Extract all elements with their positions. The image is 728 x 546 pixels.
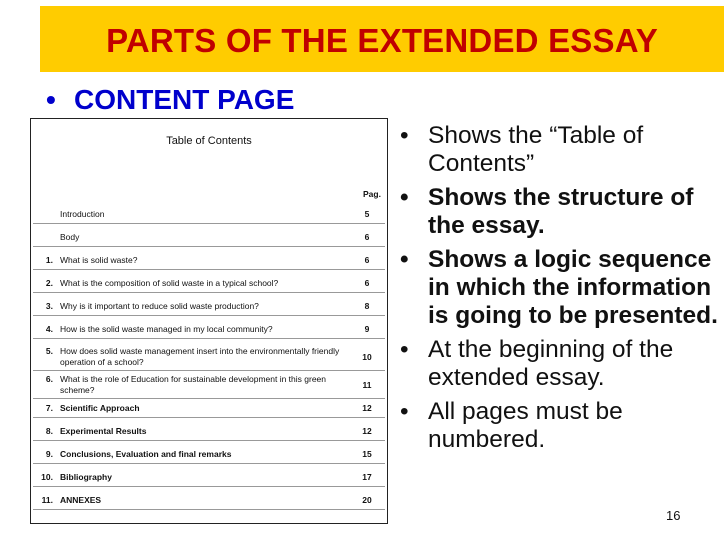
toc-row-number: 4. [45,324,53,334]
toc-row-page: 9 [364,324,370,334]
toc-row-page: 11 [362,380,372,390]
bullet-text: Shows a logic sequence in which the information is going to be presented. [428,246,718,329]
toc-row-text: What is the composition of solid waste in a typical school? [60,278,279,288]
toc-divider [33,509,385,510]
bullet-text: Shows the “Table of Contents” [428,122,644,177]
toc-row-page: 8 [364,301,370,311]
toc-row-text: Body [60,232,80,242]
toc-row-number: 5. [45,346,53,356]
toc-row-page: 6 [364,255,370,265]
bullet-item [398,184,724,240]
subtitle [46,82,294,118]
toc-row-number: 3. [45,301,53,311]
toc-row-page: 20 [362,495,372,505]
slide-page-number: 16 [666,508,681,523]
slide-title: PARTS OF THE EXTENDED ESSAY [106,22,658,59]
toc-row-text: Scientific Approach [60,403,140,413]
toc-row-page: 6 [364,278,370,288]
toc-divider [33,315,385,316]
toc-row-text: Conclusions, Evaluation and final remarks [60,449,232,459]
bullet-text: All pages must be numbered. [428,398,623,453]
toc-divider [33,246,385,247]
bullet-marker: • [400,398,409,425]
toc-divider [33,292,385,293]
bullet-item [398,398,724,454]
bullet-item [398,246,724,330]
toc-row-page: 17 [362,472,372,482]
toc-row-text: How does solid waste management insert into the environmentally friendly operation of a school? [60,346,340,367]
bullet-marker: • [400,122,409,149]
toc-row-page: 5 [364,209,370,219]
toc-row-text: ANNEXES [60,495,102,505]
toc-divider [33,370,385,371]
toc-row-number: 1. [45,255,53,265]
toc-row-text: Experimental Results [60,426,147,436]
toc-row-number: 2. [45,278,53,288]
toc-divider [33,463,385,464]
toc-row-page: 10 [362,352,372,362]
bullet-list [398,122,724,460]
toc-row-text: Bibliography [60,472,112,482]
table-of-contents-image [30,118,388,524]
toc-row-text: How is the solid waste managed in my local community? [60,324,273,334]
toc-divider [33,440,385,441]
toc-row-page: 15 [362,449,372,459]
bullet-item [398,122,724,178]
toc-row-number: 9. [45,449,53,459]
bullet-marker: • [400,246,409,273]
toc-page-header: Pag. [363,189,381,199]
toc-divider [33,338,385,339]
toc-row-text: Why is it important to reduce solid waste production? [60,301,259,311]
toc-row-number: 6. [45,374,53,384]
toc-divider [33,223,385,224]
toc-row-number: 7. [45,403,53,413]
toc-divider [33,269,385,270]
toc-row-number: 11. [41,495,53,505]
toc-divider [33,417,385,418]
bullet-text: Shows the structure of the essay. [428,184,694,239]
toc-row-number: 8. [45,426,53,436]
toc-row-page: 12 [362,426,372,436]
toc-row-page: 12 [362,403,372,413]
toc-row-number: 10. [41,472,53,482]
toc-row-page: 6 [364,232,370,242]
toc-title: Table of Contents [166,135,252,147]
toc-row-text: What is the role of Education for sustainable development in this green scheme? [60,374,327,395]
bullet-item [398,336,724,392]
toc-divider [33,398,385,399]
bullet-marker: • [400,336,409,363]
subtitle-bullet: • [46,84,56,115]
bullet-marker: • [400,184,409,211]
subtitle-text: CONTENT PAGE [74,84,295,115]
toc-divider [33,486,385,487]
bullet-text: At the beginning of the extended essay. [428,336,674,391]
toc-row-text: Introduction [60,209,105,219]
toc-row-text: What is solid waste? [60,255,138,265]
